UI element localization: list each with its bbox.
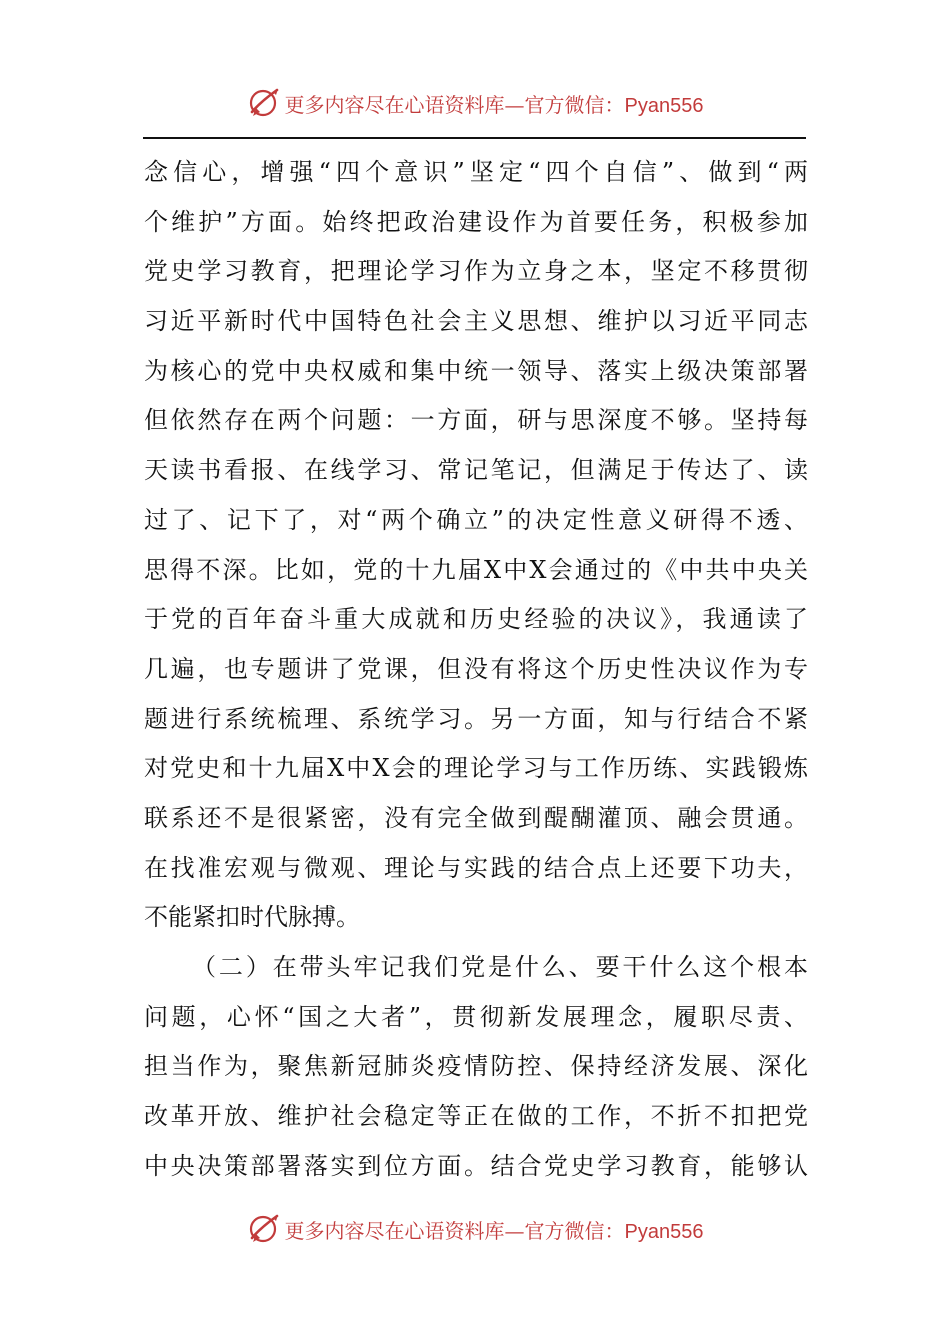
footer-banner-text [285, 1215, 704, 1244]
footer-banner-cn: 更多内容尽在心语资料库—官方微信： [284, 1218, 625, 1243]
body-line: 题进行系统梳理、系统学习。另一方面，知与行结合不紧 [144, 704, 808, 733]
body-line: 但依然存在两个问题：一方面，研与思深度不够。坚持每 [144, 406, 808, 435]
body-line: 过了、记下了，对“两个确立”的决定性意义研得不透、 [144, 505, 808, 534]
body-line: 个维护”方面。始终把政治建设作为首要任务，积极参加 [144, 207, 808, 236]
document-body [144, 148, 808, 1191]
header-banner-id: Pyan556 [624, 94, 704, 117]
pen-logo-icon [247, 1212, 281, 1246]
header-banner-text [285, 89, 704, 118]
body-line: 改革开放、维护社会稳定等正在做的工作，不折不扣把党 [144, 1102, 808, 1131]
section-heading-line: （二）在带头牢记我们党是什么、要干什么这个根本 [192, 953, 808, 981]
pen-logo-icon [247, 86, 281, 120]
body-line: 念信心，增强“四个意识”坚定“四个自信”、做到“两 [144, 158, 808, 186]
body-line: 为核心的党中央权威和集中统一领导、落实上级决策部署 [144, 356, 808, 385]
body-line: 问题，心怀“国之大者”，贯彻新发展理念，履职尽责、 [144, 1002, 808, 1031]
footer-banner [0, 1209, 950, 1249]
header-banner-cn: 更多内容尽在心语资料库—官方微信： [284, 92, 625, 117]
body-line: 对党史和十九届X中X会的理论学习与工作历练、实践锻炼 [144, 754, 808, 783]
body-line: 习近平新时代中国特色社会主义思想、维护以习近平同志 [144, 307, 808, 336]
body-line: 几遍，也专题讲了党课，但没有将这个历史性决议作为专 [144, 654, 808, 683]
footer-banner-id: Pyan556 [624, 1220, 704, 1243]
header-banner [0, 83, 950, 123]
body-line: 担当作为，聚焦新冠肺炎疫情防控、保持经济发展、深化 [144, 1052, 808, 1081]
body-line: 中央决策部署落实到位方面。结合党史学习教育，能够认 [144, 1151, 808, 1180]
header-rule [143, 137, 806, 139]
body-line: 不能紧扣时代脉搏。 [144, 903, 360, 932]
body-line: 思得不深。比如，党的十九届X中X会通过的《中共中央关 [144, 555, 808, 584]
body-line: 于党的百年奋斗重大成就和历史经验的决议》，我通读了 [144, 605, 808, 634]
body-line: 党史学习教育，把理论学习作为立身之本，坚定不移贯彻 [144, 257, 808, 286]
body-line: 天读书看报、在线学习、常记笔记，但满足于传达了、读 [144, 456, 808, 485]
body-line: 联系还不是很紧密，没有完全做到醍醐灌顶、融会贯通。 [144, 803, 808, 832]
body-line: 在找准宏观与微观、理论与实践的结合点上还要下功夫， [144, 853, 808, 882]
